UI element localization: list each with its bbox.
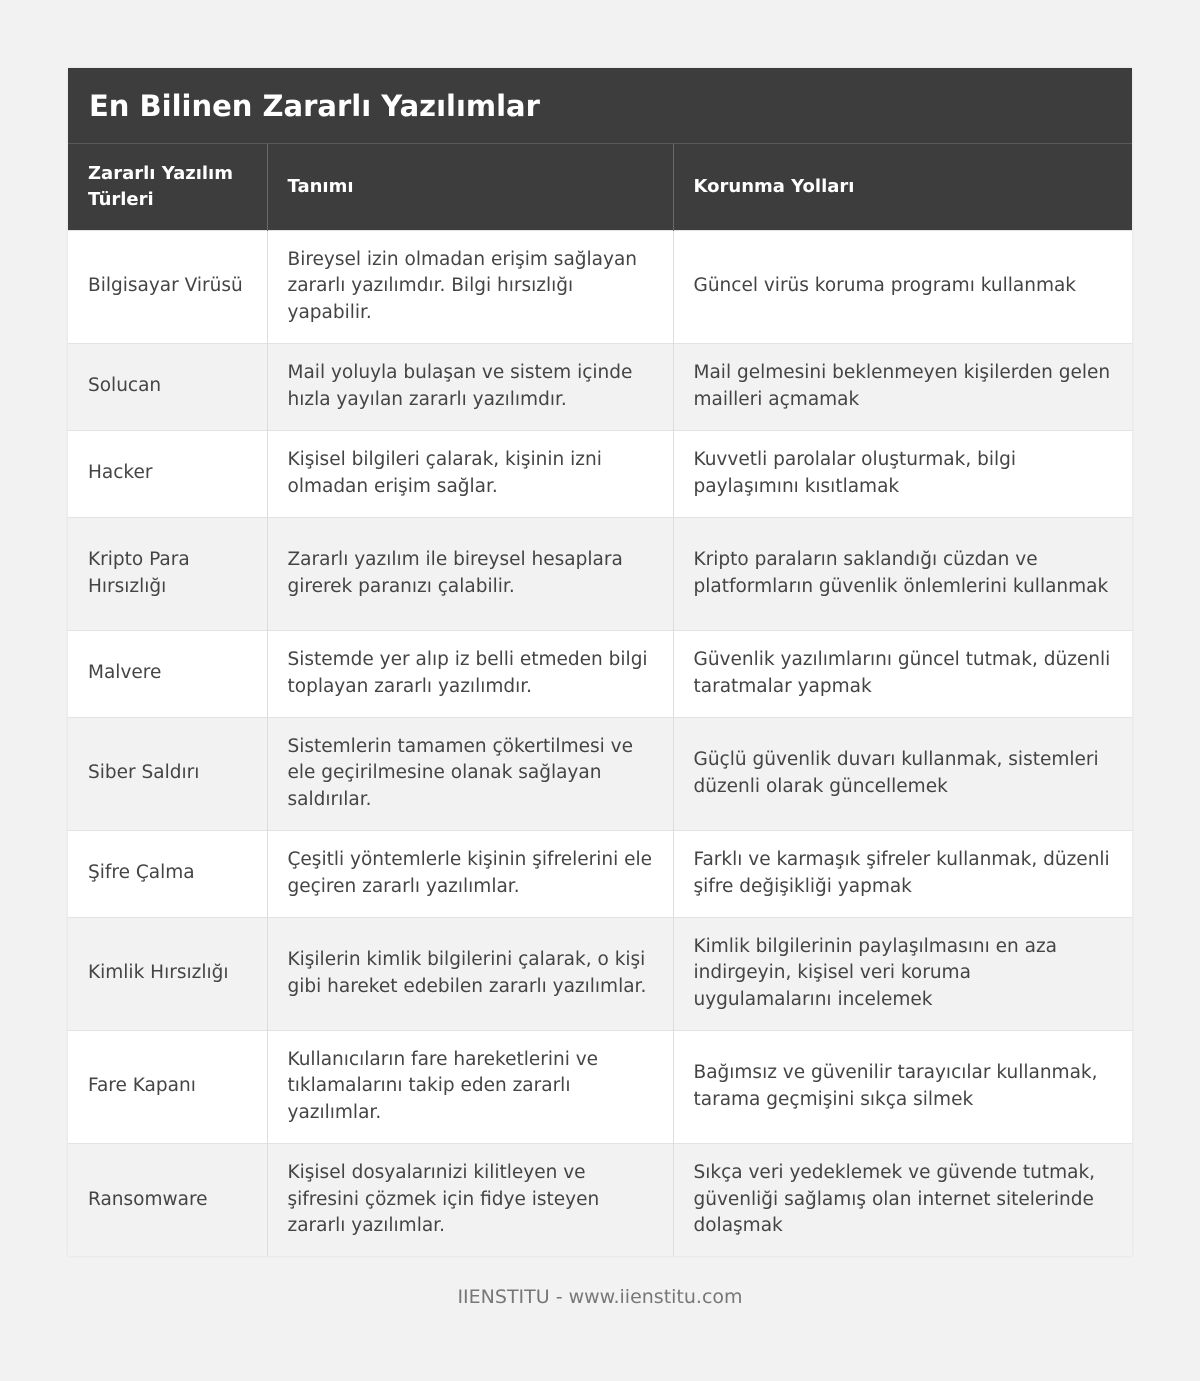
cell-protection: Mail gelmesini beklenmeyen kişilerden gelen mailleri açmamak [673, 343, 1132, 430]
table-header-row [68, 144, 1132, 230]
cell-type: Siber Saldırı [68, 717, 267, 830]
cell-protection: Kimlik bilgilerinin paylaşılmasını en aza indirgeyin, kişisel veri koruma uygulamalarını incelemek [673, 917, 1132, 1030]
cell-protection: Kuvvetli parolalar oluşturmak, bilgi paylaşımını kısıtlamak [673, 430, 1132, 517]
cell-protection: Güçlü güvenlik duvarı kullanmak, sistemleri düzenli olarak güncellemek [673, 717, 1132, 830]
cell-type: Ransomware [68, 1143, 267, 1256]
cell-definition: Kullanıcıların fare hareketlerini ve tıklamalarını takip eden zararlı yazılımlar. [267, 1030, 673, 1143]
cell-definition: Bireysel izin olmadan erişim sağlayan zararlı yazılımdır. Bilgi hırsızlığı yapabilir. [267, 230, 673, 343]
table-title-bar [68, 68, 1132, 144]
malware-table [68, 144, 1132, 1256]
table-row [68, 630, 1132, 717]
cell-type: Kimlik Hırsızlığı [68, 917, 267, 1030]
malware-table-card [68, 68, 1132, 1256]
table-row [68, 343, 1132, 430]
cell-definition: Zararlı yazılım ile bireysel hesaplara girerek paranızı çalabilir. [267, 517, 673, 630]
table-row [68, 230, 1132, 343]
cell-definition: Sistemde yer alıp iz belli etmeden bilgi toplayan zararlı yazılımdır. [267, 630, 673, 717]
cell-protection: Bağımsız ve güvenilir tarayıcılar kullanmak, tarama geçmişini sıkça silmek [673, 1030, 1132, 1143]
cell-definition: Sistemlerin tamamen çökertilmesi ve ele geçirilmesine olanak sağlayan saldırılar. [267, 717, 673, 830]
cell-definition: Kişilerin kimlik bilgilerini çalarak, o kişi gibi hareket edebilen zararlı yazılımlar. [267, 917, 673, 1030]
cell-definition: Çeşitli yöntemlerle kişinin şifrelerini ele geçiren zararlı yazılımlar. [267, 830, 673, 917]
footer-credit: IIENSTITU - www.iienstitu.com [457, 1286, 743, 1308]
column-header-definition: Tanımı [267, 144, 673, 230]
cell-protection: Güvenlik yazılımlarını güncel tutmak, düzenli taratmalar yapmak [673, 630, 1132, 717]
table-row [68, 917, 1132, 1030]
cell-type: Fare Kapanı [68, 1030, 267, 1143]
cell-protection: Sıkça veri yedeklemek ve güvende tutmak, güvenliği sağlamış olan internet sitelerinde dolaşmak [673, 1143, 1132, 1256]
cell-type: Şifre Çalma [68, 830, 267, 917]
cell-protection: Kripto paraların saklandığı cüzdan ve platformların güvenlik önlemlerini kullanmak [673, 517, 1132, 630]
table-row [68, 1143, 1132, 1256]
cell-protection: Farklı ve karmaşık şifreler kullanmak, düzenli şifre değişikliği yapmak [673, 830, 1132, 917]
cell-definition: Mail yoluyla bulaşan ve sistem içinde hızla yayılan zararlı yazılımdır. [267, 343, 673, 430]
cell-type: Malvere [68, 630, 267, 717]
table-title: En Bilinen Zararlı Yazılımlar [89, 88, 540, 123]
cell-type: Hacker [68, 430, 267, 517]
cell-type: Solucan [68, 343, 267, 430]
table-row [68, 830, 1132, 917]
cell-type: Kripto Para Hırsızlığı [68, 517, 267, 630]
table-row [68, 1030, 1132, 1143]
cell-type: Bilgisayar Virüsü [68, 230, 267, 343]
table-row [68, 717, 1132, 830]
column-header-type: Zararlı Yazılım Türleri [68, 144, 267, 230]
cell-definition: Kişisel bilgileri çalarak, kişinin izni olmadan erişim sağlar. [267, 430, 673, 517]
cell-protection: Güncel virüs koruma programı kullanmak [673, 230, 1132, 343]
table-row [68, 430, 1132, 517]
table-row [68, 517, 1132, 630]
cell-definition: Kişisel dosyalarınizi kilitleyen ve şifresini çözmek için fidye isteyen zararlı yazılımlar. [267, 1143, 673, 1256]
column-header-protection: Korunma Yolları [673, 144, 1132, 230]
